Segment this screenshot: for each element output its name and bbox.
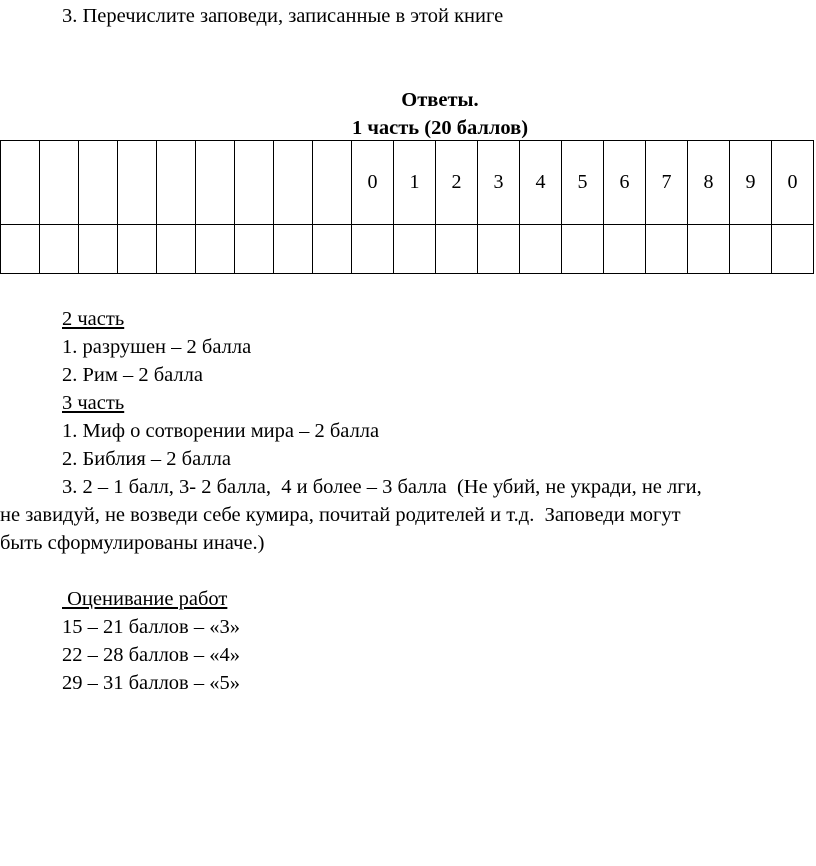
- table-digit-cell: 6: [604, 141, 646, 225]
- table-cell: [394, 225, 436, 274]
- table-header-row: [1, 141, 814, 225]
- table-cell: [436, 225, 478, 274]
- table-digit-cell: 2: [436, 141, 478, 225]
- table-cell: [118, 141, 157, 225]
- table-answer-row: [1, 225, 814, 274]
- table-cell: [40, 141, 79, 225]
- part1-title: 1 часть (20 баллов): [351, 117, 529, 139]
- part3-item: 1. Миф о сотворении мира – 2 балла: [62, 420, 380, 442]
- table-cell: [196, 225, 235, 274]
- table-cell: [772, 225, 814, 274]
- table-cell: [562, 225, 604, 274]
- table-cell: [157, 141, 196, 225]
- table-cell: [1, 225, 40, 274]
- table-cell: [520, 225, 562, 274]
- table-digit-cell: 7: [646, 141, 688, 225]
- table-cell: [235, 225, 274, 274]
- grading-item: 22 – 28 баллов – «4»: [62, 644, 240, 666]
- table-cell: [196, 141, 235, 225]
- table-cell: [118, 225, 157, 274]
- table-digit-cell: 4: [520, 141, 562, 225]
- table-cell: [313, 141, 352, 225]
- table-digit-cell: 0: [352, 141, 394, 225]
- table-cell: [274, 225, 313, 274]
- part3-item: 2. Библия – 2 балла: [62, 448, 231, 470]
- part3-title: 3 часть: [62, 392, 125, 414]
- table-cell: [157, 225, 196, 274]
- table-cell: [730, 225, 772, 274]
- part2-title: 2 часть: [62, 308, 125, 330]
- table-cell: [79, 225, 118, 274]
- part3-item-continued: быть сформулированы иначе.): [0, 532, 265, 554]
- part1-answer-table: [0, 140, 814, 274]
- table-cell: [604, 225, 646, 274]
- table-cell: [646, 225, 688, 274]
- table-cell: [478, 225, 520, 274]
- question-text: 3. Перечислите заповеди, записанные в этой книге: [62, 5, 504, 27]
- grading-title: Оценивание работ: [62, 588, 228, 610]
- part2-item: 1. разрушен – 2 балла: [62, 336, 252, 358]
- grading-item: 29 – 31 баллов – «5»: [62, 672, 240, 694]
- table-cell: [313, 225, 352, 274]
- table-digit-cell: 3: [478, 141, 520, 225]
- part3-item-continued: не завидуй, не возведи себе кумира, почитай родителей и т.д. Заповеди могут: [0, 504, 681, 526]
- part2-item: 2. Рим – 2 балла: [62, 364, 203, 386]
- table-cell: [40, 225, 79, 274]
- table-cell: [352, 225, 394, 274]
- table-digit-cell: 9: [730, 141, 772, 225]
- table-digit-cell: 1: [394, 141, 436, 225]
- part3-item: 3. 2 – 1 балл, 3- 2 балла, 4 и более – 3 балла (Не убий, не укради, не лги,: [62, 476, 702, 498]
- table-digit-cell: 5: [562, 141, 604, 225]
- answers-title: Ответы.: [401, 89, 479, 111]
- table-cell: [688, 225, 730, 274]
- table-cell: [1, 141, 40, 225]
- table-cell: [79, 141, 118, 225]
- table-digit-cell: 8: [688, 141, 730, 225]
- grading-item: 15 – 21 баллов – «3»: [62, 616, 240, 638]
- table-cell: [274, 141, 313, 225]
- table-cell: [235, 141, 274, 225]
- table-digit-cell: 0: [772, 141, 814, 225]
